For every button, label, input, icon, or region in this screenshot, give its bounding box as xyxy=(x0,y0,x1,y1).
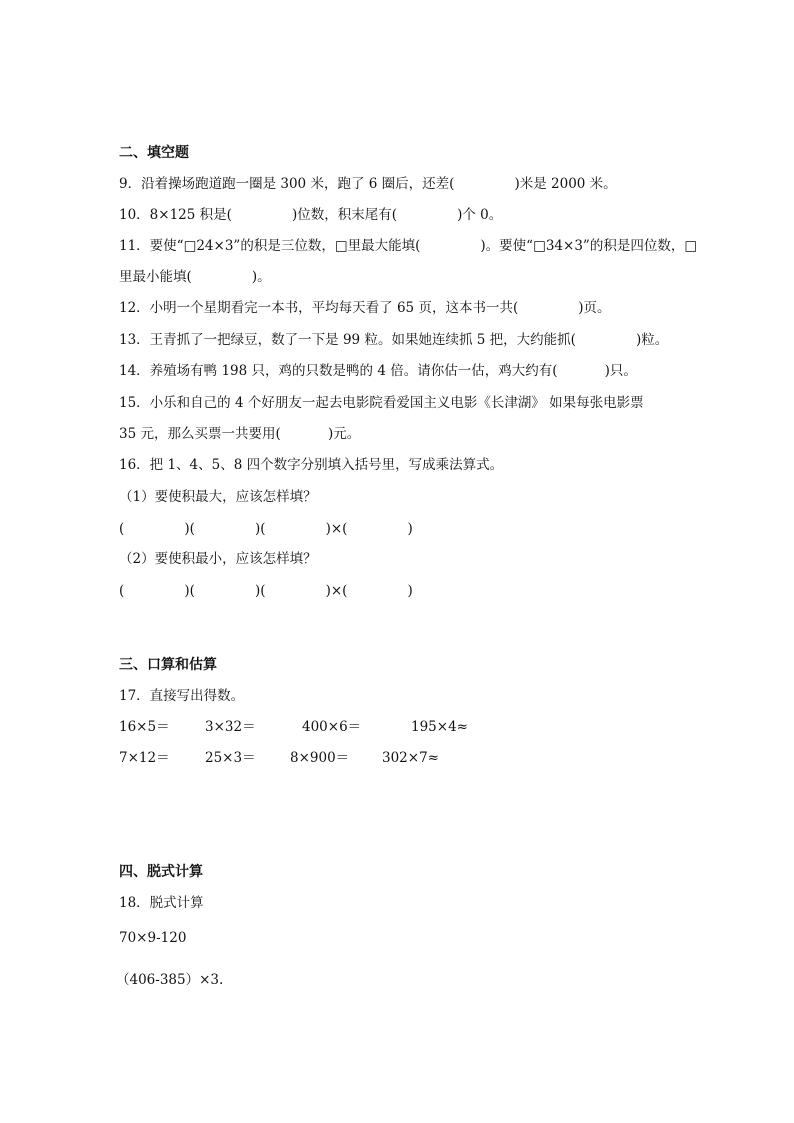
question-15-line-1: 15．小乐和自己的 4 个好朋友一起去电影院看爱国主义电影《长津湖》 如果每张电影票 xyxy=(119,395,644,411)
calc-item: 16×5＝ xyxy=(119,719,170,735)
calc-item: 8×900＝ xyxy=(290,750,350,766)
question-15-line-2: 35 元，那么买票一共要用( )元。 xyxy=(119,426,361,442)
calc-item: 7×12＝ xyxy=(119,750,170,766)
question-9: 9．沿着操场跑道跑一圈是 300 米，跑了 6 圈后，还差( )米是 2000 米。 xyxy=(119,176,617,192)
question-14: 14．养殖场有鸭 198 只，鸡的只数是鸭的 4 倍。请你估一估，鸡大约有( )只。 xyxy=(119,363,637,379)
step-calc-item-1: 70×9-120 xyxy=(119,930,187,946)
question-11-line-2: 里最小能填( )。 xyxy=(119,269,271,285)
question-16-part-1: （1）要使积最大，应该怎样填？ xyxy=(119,489,317,505)
question-18: 18．脱式计算 xyxy=(119,895,204,911)
question-11-line-1: 11．要使“□24×3”的积是三位数，□里最大能填( )。要使“□34×3”的积是四位数，□ xyxy=(119,238,698,254)
question-12: 12．小明一个星期看完一本书，平均每天看了 65 页，这本书一共( )页。 xyxy=(119,300,611,316)
step-calc-item-2: （406-385）×3. xyxy=(116,972,224,988)
calc-item: 25×3＝ xyxy=(205,750,256,766)
question-16-part-2: （2）要使积最小，应该怎样填？ xyxy=(119,551,317,567)
question-16-part-1-blanks: ( )( )( )×( ) xyxy=(119,521,413,537)
section-oral-calc-heading: 三、口算和估算 xyxy=(119,657,217,673)
question-16: 16．把 1、4、5、8 四个数字分别填入括号里，写成乘法算式。 xyxy=(119,457,504,473)
question-16-part-2-blanks: ( )( )( )×( ) xyxy=(119,583,413,599)
calc-item: 195×4≈ xyxy=(411,719,468,735)
question-13: 13．王青抓了一把绿豆，数了一下是 99 粒。如果她连续抓 5 把，大约能抓( )粒。 xyxy=(119,332,669,348)
question-17: 17．直接写出得数。 xyxy=(119,688,245,704)
calc-item: 302×7≈ xyxy=(382,750,439,766)
question-10: 10．8×125 积是( )位数，积末尾有( )个 0。 xyxy=(119,207,503,223)
calc-item: 3×32＝ xyxy=(205,719,256,735)
calc-item: 400×6＝ xyxy=(302,719,362,735)
section-fill-blank-heading: 二、填空题 xyxy=(119,145,189,161)
section-step-calc-heading: 四、脱式计算 xyxy=(119,864,203,880)
